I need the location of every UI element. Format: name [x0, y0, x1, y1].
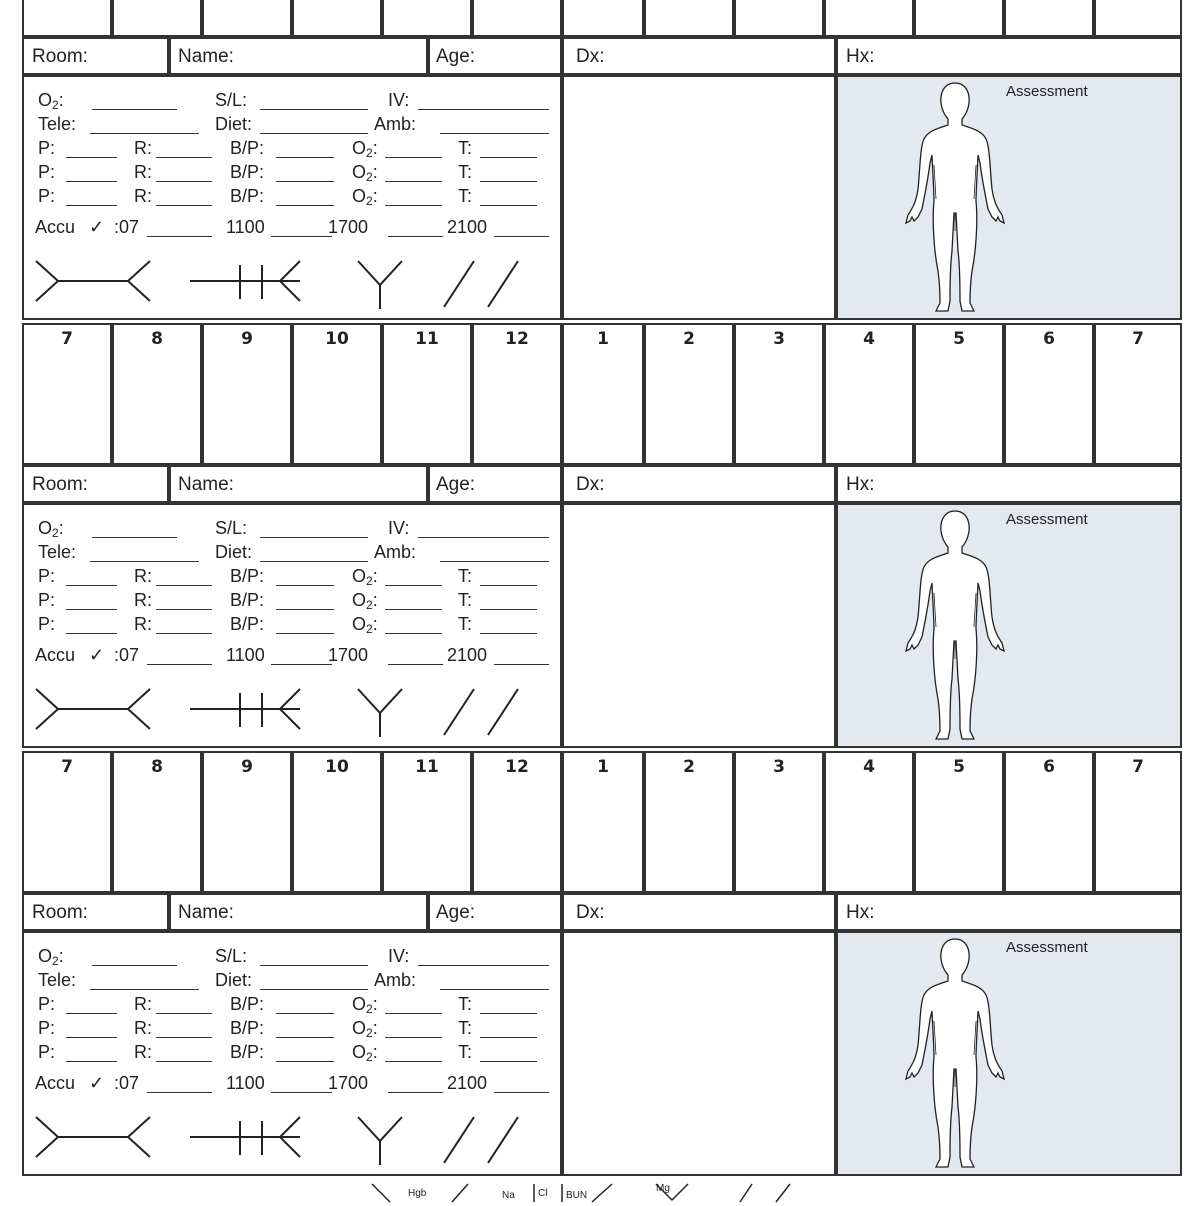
room-label: Room:: [32, 474, 88, 495]
blank-line[interactable]: [147, 236, 212, 237]
na-label: Na: [502, 1190, 515, 1201]
check-mark: ✓: [89, 1073, 105, 1093]
hour-column[interactable]: [202, 0, 292, 37]
assessment-label: Assessment: [1006, 939, 1088, 956]
blank-line[interactable]: [156, 181, 212, 182]
bp-label: B/P:: [230, 994, 265, 1014]
pulse-label: P:: [38, 590, 56, 610]
o2-sat-label: [352, 1041, 378, 1065]
blank-line[interactable]: [147, 1092, 212, 1093]
blank-line[interactable]: [66, 205, 117, 206]
lab-fishbone-diagrams: [30, 1111, 570, 1171]
hour-number: 2: [683, 329, 695, 349]
o2-subscript: 2: [366, 622, 373, 636]
resp-label: R:: [134, 994, 152, 1014]
blank-line[interactable]: [66, 157, 117, 158]
time-2100-label: 2100: [447, 645, 488, 665]
blank-line[interactable]: [480, 609, 537, 610]
o2-label: [38, 945, 64, 969]
blank-line[interactable]: [418, 965, 549, 966]
blank-line[interactable]: [156, 585, 212, 586]
hour-number: 12: [505, 329, 529, 349]
blank-line[interactable]: [260, 537, 368, 538]
hour-number: 9: [241, 757, 253, 777]
sl-label: S/L:: [215, 946, 248, 966]
blank-line[interactable]: [276, 1013, 334, 1014]
blank-line[interactable]: [92, 537, 177, 538]
o2-symbol: O: [352, 566, 367, 586]
hour-number: 4: [863, 329, 875, 349]
hx-cell[interactable]: [836, 465, 1182, 503]
blank-line[interactable]: [276, 157, 334, 158]
o2-subscript: 2: [366, 170, 373, 184]
hour-number: 8: [151, 329, 163, 349]
dx-label: Dx:: [576, 474, 605, 495]
iv-label: IV:: [388, 518, 410, 538]
blank-line[interactable]: [92, 965, 177, 966]
blank-line[interactable]: [385, 609, 442, 610]
blank-line[interactable]: [260, 133, 368, 134]
blank-line[interactable]: [271, 664, 332, 665]
blank-line[interactable]: [480, 157, 537, 158]
pulse-label: P:: [38, 1042, 56, 1062]
blank-line[interactable]: [494, 1092, 549, 1093]
hour-column[interactable]: [824, 0, 914, 37]
hour-number: 5: [953, 757, 965, 777]
resp-label: R:: [134, 590, 152, 610]
o2-label: [38, 89, 64, 113]
o2-colon: :: [58, 90, 64, 110]
time-1100-label: 1100: [226, 217, 265, 237]
hour-number: 9: [241, 329, 253, 349]
body-outline-icon[interactable]: [900, 509, 1010, 741]
blank-line[interactable]: [90, 133, 199, 134]
hour-number: 6: [1043, 757, 1055, 777]
o2-sat-label: [352, 161, 378, 185]
hour-column[interactable]: [382, 0, 472, 37]
o2-symbol: O: [352, 590, 367, 610]
hour-column[interactable]: [1004, 0, 1094, 37]
name-label: Name:: [178, 902, 234, 923]
hour-column[interactable]: [112, 0, 202, 37]
temp-label: T:: [458, 1018, 473, 1038]
o2-sat-label: [352, 565, 378, 589]
blank-line[interactable]: [260, 965, 368, 966]
blank-line[interactable]: [147, 664, 212, 665]
blank-line[interactable]: [385, 1037, 442, 1038]
hour-column[interactable]: [734, 0, 824, 37]
blank-line[interactable]: [418, 109, 549, 110]
resp-label: R:: [134, 614, 152, 634]
blank-line[interactable]: [66, 633, 117, 634]
amb-label: Amb:: [374, 970, 417, 990]
iv-label: IV:: [388, 90, 410, 110]
notes-panel[interactable]: [562, 503, 836, 748]
blank-line[interactable]: [388, 236, 443, 237]
blank-line[interactable]: [385, 1061, 442, 1062]
hgb-label: Hgb: [408, 1188, 427, 1199]
o2-subscript: 2: [366, 194, 373, 208]
o2-label: [38, 517, 64, 541]
blank-line[interactable]: [90, 561, 199, 562]
o2-sat-label: [352, 589, 378, 613]
temp-label: T:: [458, 566, 473, 586]
hour-number: 1: [597, 757, 609, 777]
resp-label: R:: [134, 162, 152, 182]
blank-line[interactable]: [260, 109, 368, 110]
o2-colon: :: [372, 994, 378, 1014]
blank-line[interactable]: [156, 1037, 212, 1038]
blank-line[interactable]: [385, 181, 442, 182]
time-07-label: :07: [114, 217, 140, 237]
age-label: Age:: [436, 902, 476, 923]
o2-colon: :: [58, 946, 64, 966]
resp-label: R:: [134, 138, 152, 158]
o2-colon: :: [372, 1042, 378, 1062]
o2-subscript: 2: [366, 146, 373, 160]
amb-label: Amb:: [374, 114, 417, 134]
bun-label: BUN: [566, 1190, 588, 1201]
body-outline-icon[interactable]: [900, 937, 1010, 1169]
hx-label: Hx:: [846, 46, 875, 67]
temp-label: T:: [458, 1042, 473, 1062]
o2-colon: :: [372, 186, 378, 206]
notes-panel[interactable]: [562, 931, 836, 1176]
diet-label: Diet:: [215, 542, 253, 562]
pulse-label: P:: [38, 566, 56, 586]
blank-line[interactable]: [385, 157, 442, 158]
assessment-label: Assessment: [1006, 511, 1088, 528]
blank-line[interactable]: [156, 1061, 212, 1062]
hour-number: 5: [953, 329, 965, 349]
blank-line[interactable]: [385, 205, 442, 206]
blank-line[interactable]: [66, 1037, 117, 1038]
bp-label: B/P:: [230, 1018, 265, 1038]
o2-subscript: 2: [366, 1026, 373, 1040]
blank-line[interactable]: [388, 1092, 443, 1093]
time-1700-label: 1700: [328, 217, 369, 237]
hour-number: 3: [773, 757, 785, 777]
blank-line[interactable]: [276, 609, 334, 610]
blank-line[interactable]: [480, 585, 537, 586]
hour-number: 7: [61, 329, 73, 349]
room-label: Room:: [32, 46, 88, 67]
blank-line[interactable]: [276, 633, 334, 634]
blank-line[interactable]: [494, 236, 549, 237]
hour-number: 2: [683, 757, 695, 777]
pulse-label: P:: [38, 186, 56, 206]
pulse-label: P:: [38, 162, 56, 182]
blank-line[interactable]: [388, 664, 443, 665]
tele-label: Tele:: [38, 970, 77, 990]
lab-values-diagram: [360, 1182, 860, 1206]
blank-line[interactable]: [276, 1037, 334, 1038]
blank-line[interactable]: [271, 1092, 332, 1093]
resp-label: R:: [134, 186, 152, 206]
amb-label: Amb:: [374, 542, 417, 562]
accu-label: Accu: [35, 645, 76, 665]
temp-label: T:: [458, 162, 473, 182]
o2-sat-label: [352, 993, 378, 1017]
o2-colon: :: [58, 518, 64, 538]
body-outline-icon[interactable]: [900, 81, 1010, 313]
temp-label: T:: [458, 994, 473, 1014]
o2-sat-label: [352, 613, 378, 637]
dx-label: Dx:: [576, 902, 605, 923]
o2-sat-label: [352, 1017, 378, 1041]
o2-subscript: 2: [52, 526, 59, 540]
blank-line[interactable]: [480, 1013, 537, 1014]
check-mark: ✓: [89, 645, 105, 665]
blank-line[interactable]: [440, 561, 549, 562]
o2-colon: :: [372, 590, 378, 610]
hour-column[interactable]: [644, 0, 734, 37]
resp-label: R:: [134, 1018, 152, 1038]
o2-colon: :: [372, 614, 378, 634]
sl-label: S/L:: [215, 518, 248, 538]
time-1700-label: 1700: [328, 645, 369, 665]
o2-symbol: O: [352, 186, 367, 206]
blank-line[interactable]: [276, 205, 334, 206]
blank-line[interactable]: [418, 537, 549, 538]
lab-fishbone-diagrams: [30, 683, 570, 743]
hour-column[interactable]: [1094, 0, 1182, 37]
hour-column[interactable]: [292, 0, 382, 37]
bp-label: B/P:: [230, 186, 265, 206]
tele-label: Tele:: [38, 114, 77, 134]
assessment-label: Assessment: [1006, 83, 1088, 100]
time-07-label: :07: [114, 1073, 140, 1093]
sl-label: S/L:: [215, 90, 248, 110]
blank-line[interactable]: [385, 585, 442, 586]
blank-line[interactable]: [480, 1037, 537, 1038]
blank-line[interactable]: [66, 1013, 117, 1014]
age-label: Age:: [436, 46, 476, 67]
hour-number: 6: [1043, 329, 1055, 349]
blank-line[interactable]: [480, 1061, 537, 1062]
o2-symbol: O: [38, 518, 53, 538]
notes-panel[interactable]: [562, 75, 836, 320]
o2-colon: :: [372, 1018, 378, 1038]
time-1700-label: 1700: [328, 1073, 369, 1093]
blank-line[interactable]: [480, 181, 537, 182]
hour-number: 12: [505, 757, 529, 777]
diet-label: Diet:: [215, 114, 253, 134]
hx-label: Hx:: [846, 474, 875, 495]
blank-line[interactable]: [276, 585, 334, 586]
blank-line[interactable]: [494, 664, 549, 665]
o2-symbol: O: [38, 90, 53, 110]
bp-label: B/P:: [230, 138, 265, 158]
hx-cell[interactable]: [836, 37, 1182, 75]
name-label: Name:: [178, 46, 234, 67]
o2-sat-label: [352, 137, 378, 161]
tele-label: Tele:: [38, 542, 77, 562]
o2-symbol: O: [352, 1018, 367, 1038]
blank-line[interactable]: [92, 109, 177, 110]
temp-label: T:: [458, 138, 473, 158]
blank-line[interactable]: [90, 989, 199, 990]
hour-number: 1: [597, 329, 609, 349]
o2-subscript: 2: [366, 598, 373, 612]
accu-label: Accu: [35, 217, 76, 237]
pulse-label: P:: [38, 614, 56, 634]
hour-number: 3: [773, 329, 785, 349]
blank-line[interactable]: [66, 585, 117, 586]
mg-label: Mg: [656, 1183, 670, 1194]
temp-label: T:: [458, 590, 473, 610]
hour-number: 7: [1132, 329, 1144, 349]
blank-line[interactable]: [480, 633, 537, 634]
hour-number: 10: [325, 757, 349, 777]
bp-label: B/P:: [230, 590, 265, 610]
check-mark: ✓: [89, 217, 105, 237]
blank-line[interactable]: [260, 561, 368, 562]
bp-label: B/P:: [230, 1042, 265, 1062]
resp-label: R:: [134, 1042, 152, 1062]
o2-subscript: 2: [366, 1002, 373, 1016]
blank-line[interactable]: [156, 609, 212, 610]
diet-label: Diet:: [215, 970, 253, 990]
bp-label: B/P:: [230, 614, 265, 634]
cl-label: Cl: [538, 1188, 548, 1199]
blank-line[interactable]: [156, 633, 212, 634]
hour-number: 11: [415, 329, 439, 349]
hour-number: 7: [1132, 757, 1144, 777]
bp-label: B/P:: [230, 566, 265, 586]
o2-sat-label: [352, 185, 378, 209]
pulse-label: P:: [38, 138, 56, 158]
hour-number: 4: [863, 757, 875, 777]
o2-symbol: O: [352, 1042, 367, 1062]
hour-column[interactable]: [562, 0, 644, 37]
bp-label: B/P:: [230, 162, 265, 182]
pulse-label: P:: [38, 1018, 56, 1038]
blank-line[interactable]: [66, 609, 117, 610]
o2-subscript: 2: [366, 574, 373, 588]
o2-symbol: O: [38, 946, 53, 966]
age-label: Age:: [436, 474, 476, 495]
time-2100-label: 2100: [447, 217, 488, 237]
o2-symbol: O: [352, 138, 367, 158]
temp-label: T:: [458, 614, 473, 634]
o2-symbol: O: [352, 614, 367, 634]
resp-label: R:: [134, 566, 152, 586]
hour-number: 10: [325, 329, 349, 349]
o2-subscript: 2: [52, 98, 59, 112]
o2-colon: :: [372, 138, 378, 158]
blank-line[interactable]: [385, 633, 442, 634]
o2-subscript: 2: [366, 1050, 373, 1064]
pulse-label: P:: [38, 994, 56, 1014]
hour-number: 11: [415, 757, 439, 777]
o2-subscript: 2: [52, 954, 59, 968]
blank-line[interactable]: [260, 989, 368, 990]
o2-symbol: O: [352, 162, 367, 182]
room-label: Room:: [32, 902, 88, 923]
hour-column[interactable]: [22, 0, 112, 37]
o2-symbol: O: [352, 994, 367, 1014]
hx-cell[interactable]: [836, 893, 1182, 931]
name-label: Name:: [178, 474, 234, 495]
hour-column[interactable]: [472, 0, 562, 37]
hour-number: 7: [61, 757, 73, 777]
blank-line[interactable]: [156, 1013, 212, 1014]
blank-line[interactable]: [480, 205, 537, 206]
blank-line[interactable]: [271, 236, 332, 237]
blank-line[interactable]: [440, 133, 549, 134]
blank-line[interactable]: [385, 1013, 442, 1014]
time-2100-label: 2100: [447, 1073, 488, 1093]
blank-line[interactable]: [66, 181, 117, 182]
lab-fishbone-diagrams: [30, 255, 570, 315]
time-1100-label: 1100: [226, 645, 265, 665]
hour-column[interactable]: [914, 0, 1004, 37]
o2-colon: :: [372, 162, 378, 182]
blank-line[interactable]: [156, 205, 212, 206]
hx-label: Hx:: [846, 902, 875, 923]
blank-line[interactable]: [440, 989, 549, 990]
o2-colon: :: [372, 566, 378, 586]
time-07-label: :07: [114, 645, 140, 665]
hour-number: 8: [151, 757, 163, 777]
dx-label: Dx:: [576, 46, 605, 67]
iv-label: IV:: [388, 946, 410, 966]
temp-label: T:: [458, 186, 473, 206]
accu-label: Accu: [35, 1073, 76, 1093]
blank-line[interactable]: [156, 157, 212, 158]
time-1100-label: 1100: [226, 1073, 265, 1093]
blank-line[interactable]: [66, 1061, 117, 1062]
blank-line[interactable]: [276, 181, 334, 182]
blank-line[interactable]: [276, 1061, 334, 1062]
